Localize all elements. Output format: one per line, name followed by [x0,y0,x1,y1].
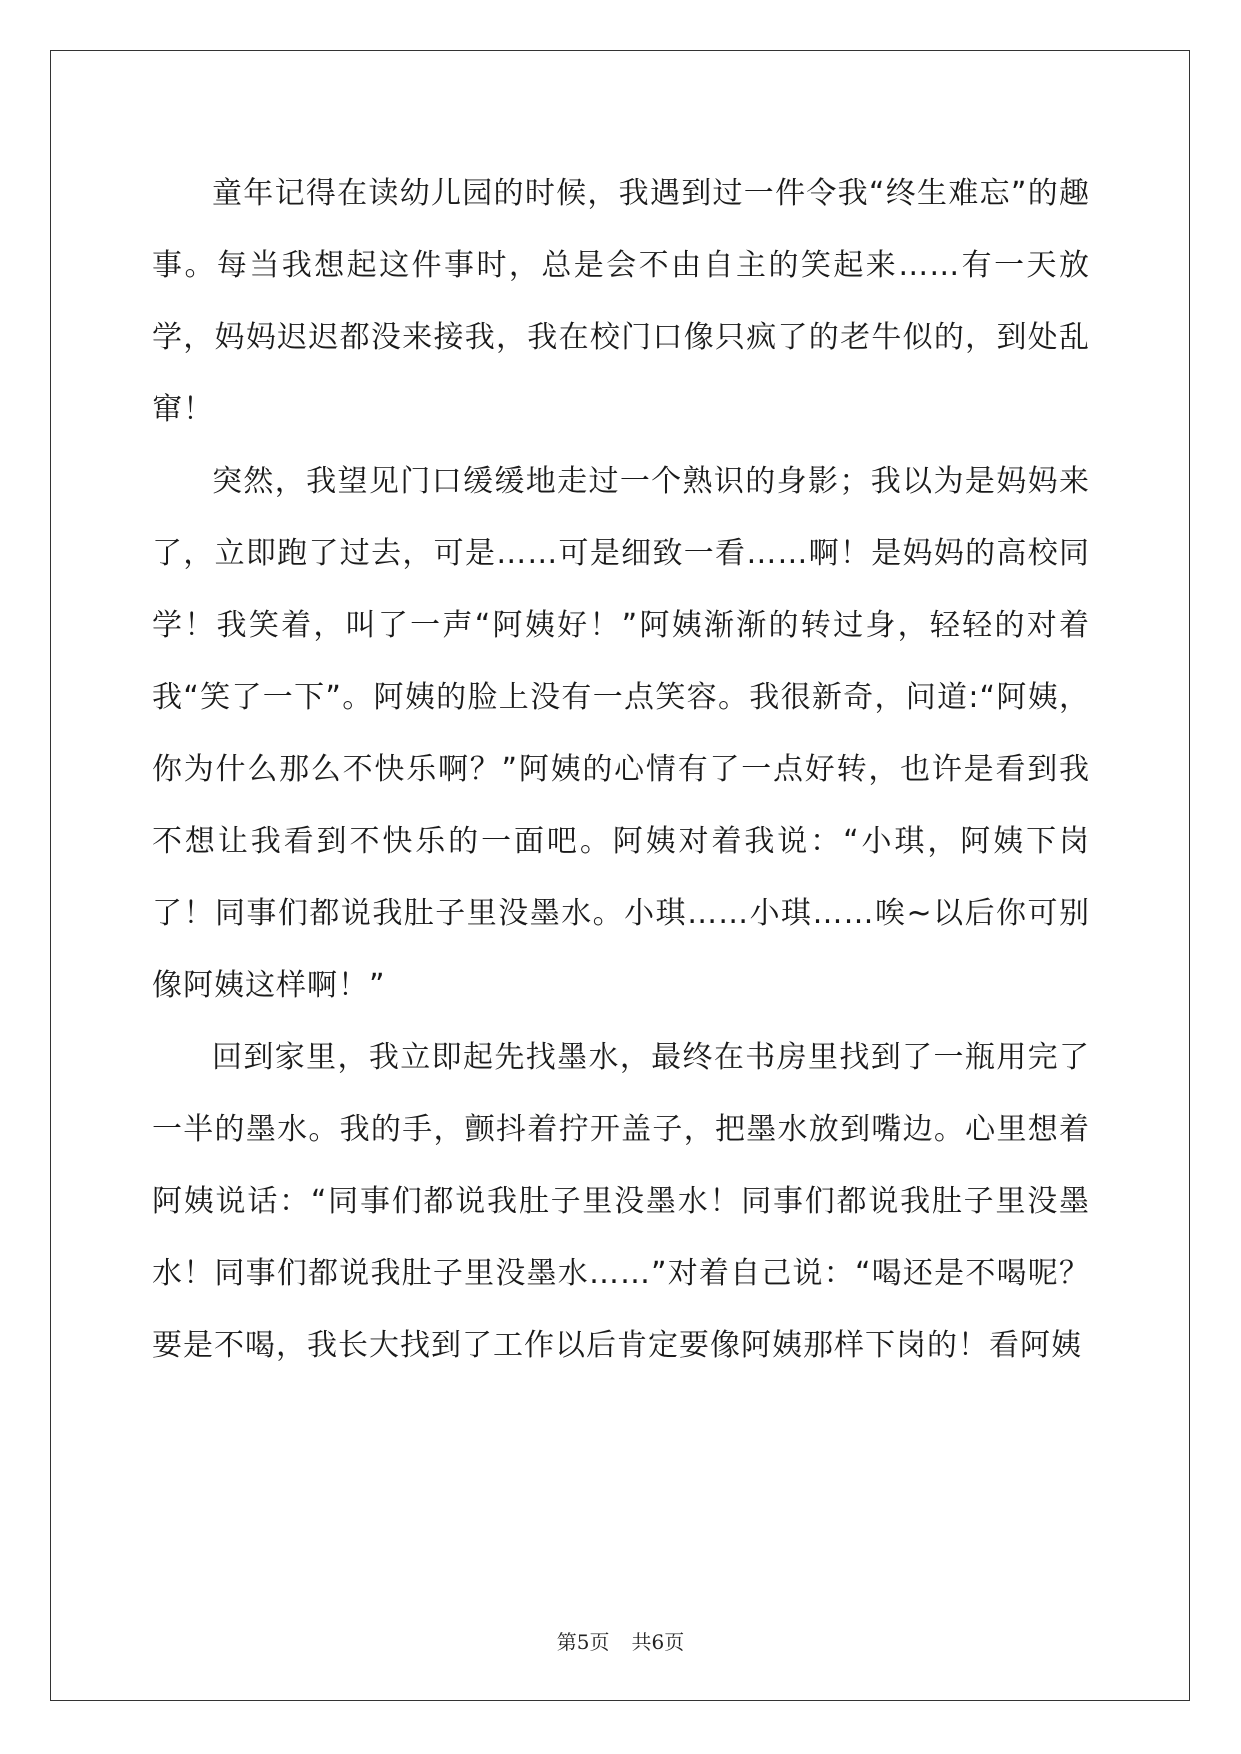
page-number: 第5页 [556,1630,610,1654]
page-total: 共6页 [631,1630,685,1654]
paragraph-2: 突然，我望见门口缓缓地走过一个熟识的身影；我以为是妈妈来了，立即跑了过去，可是……可是细致一看……啊！是妈妈的高校同学！我笑着，叫了一声“阿姨好！”阿姨渐渐的转过身，轻轻的对着我“笑了一下”。阿姨的脸上没有一点笑容。我很新奇，问道:“阿姨，你为什么那么不快乐啊？”阿姨的心情有了一点好转，也许是看到我不想让我看到不快乐的一面吧。阿姨对着我说：“小琪，阿姨下岗了！同事们都说我肚子里没墨水。小琪……小琪……唉~以后你可别像阿姨这样啊！” [152,464,1090,1003]
paragraph-3: 回到家里，我立即起先找墨水，最终在书房里找到了一瓶用完了一半的墨水。我的手，颤抖着拧开盖子，把墨水放到嘴边。心里想着阿姨说话：“同事们都说我肚子里没墨水！同事们都说我肚子里没墨水！同事们都说我肚子里没墨水……”对着自己说：“喝还是不喝呢？要是不喝，我长大找到了工作以后肯定要像阿姨那样下岗的！看阿姨 [152,1040,1090,1363]
page-footer [0,1626,1241,1655]
document-body [152,158,1090,1382]
paragraph-1: 童年记得在读幼儿园的时候，我遇到过一件令我“终生难忘”的趣事。每当我想起这件事时，总是会不由自主的笑起来……有一天放学，妈妈迟迟都没来接我，我在校门口像只疯了的老牛似的，到处乱窜！ [152,176,1090,427]
